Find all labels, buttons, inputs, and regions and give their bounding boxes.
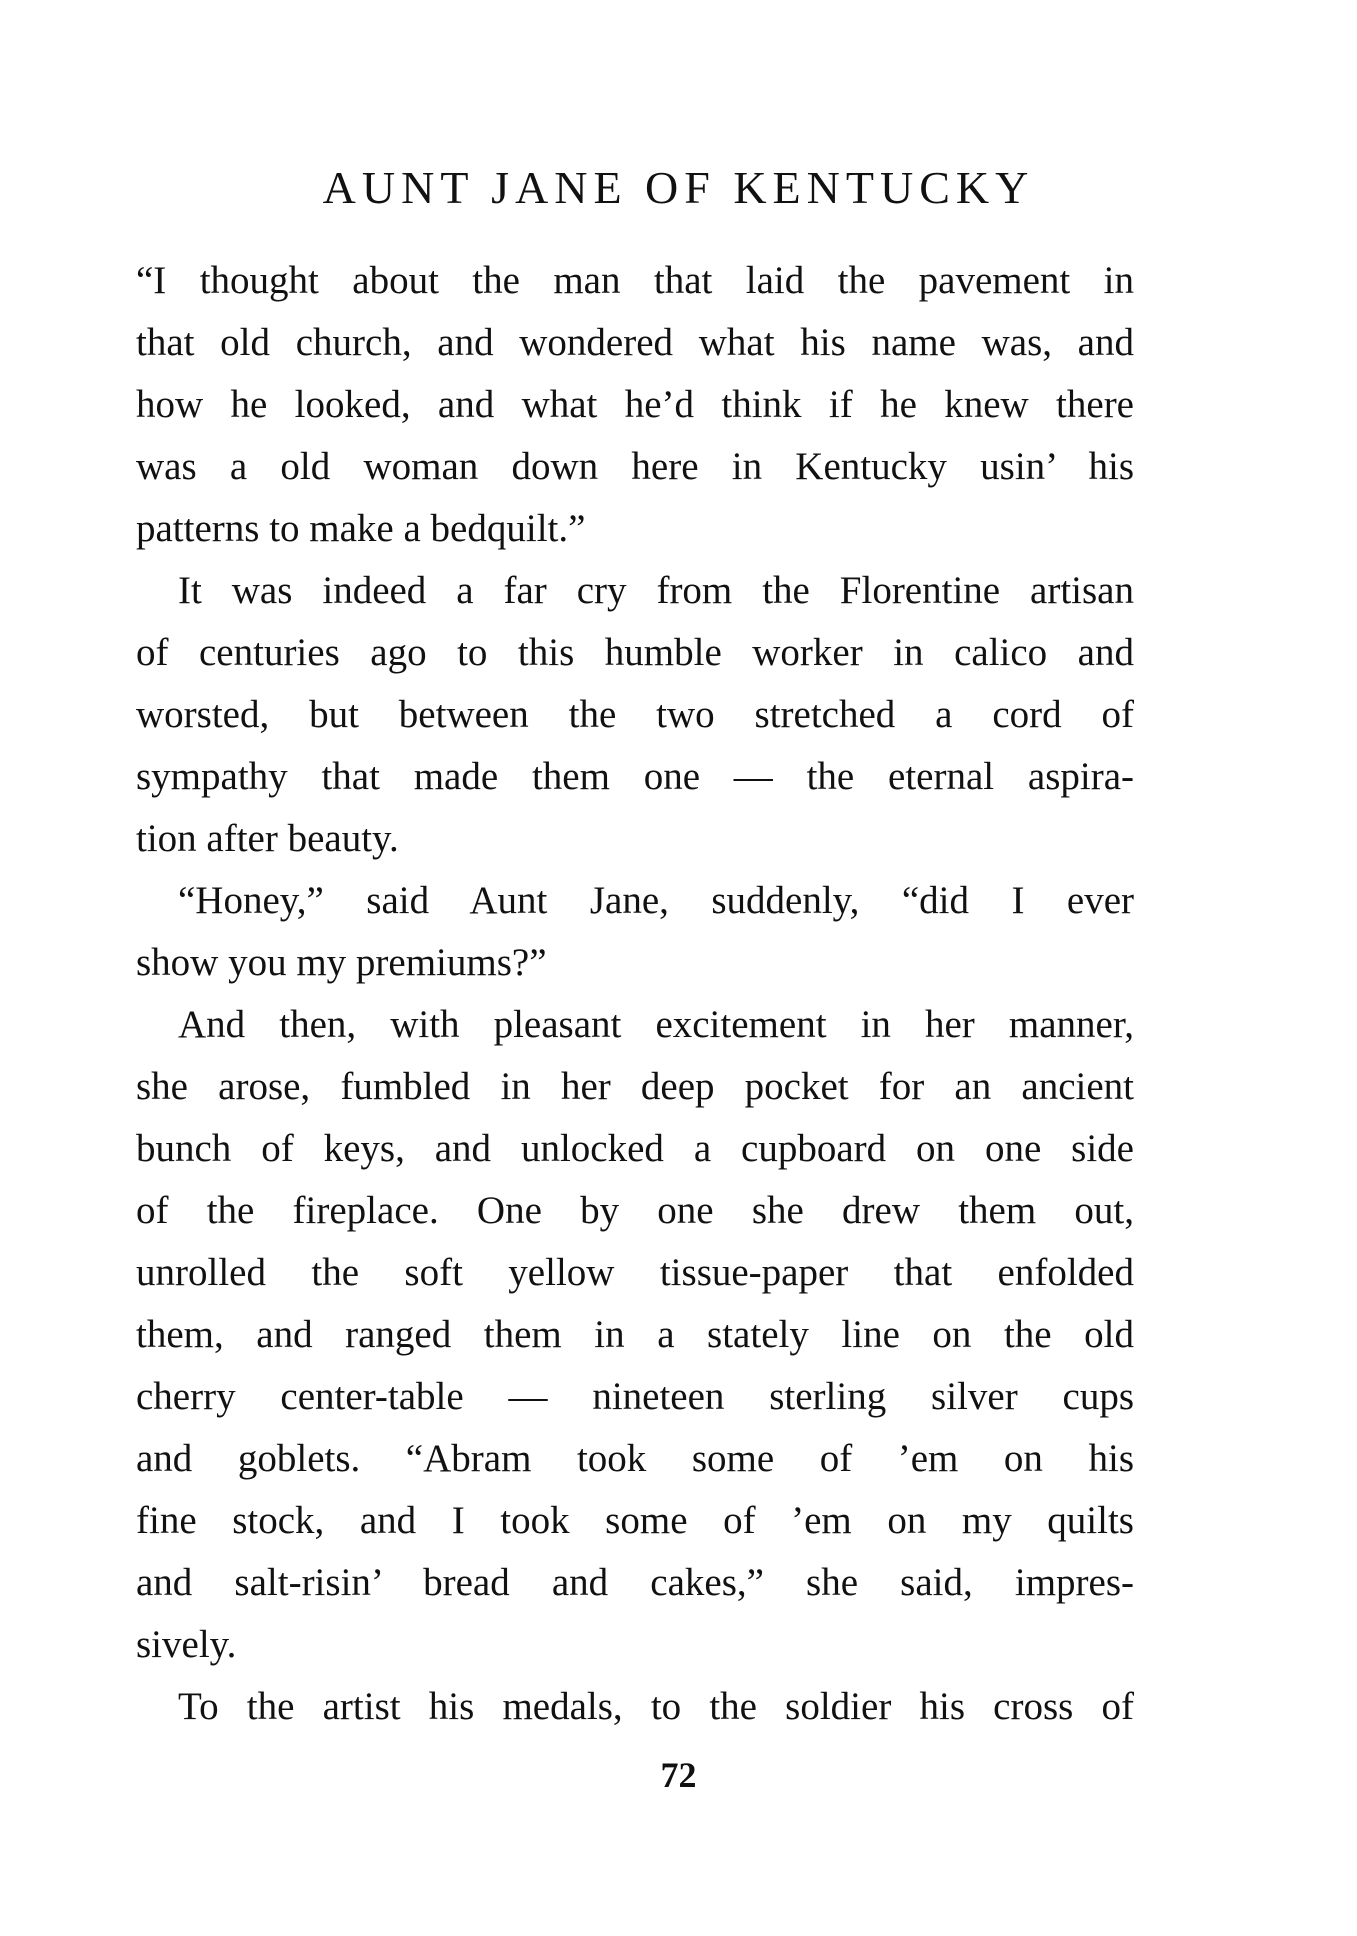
text-line: of the fireplace. One by one she drew them out,: [136, 1189, 1134, 1232]
text-line: fine stock, and I took some of ’em on my quilts: [136, 1499, 1134, 1542]
text-line: To the artist his medals, to the soldier his cross of: [178, 1685, 1134, 1728]
text-line: of centuries ago to this humble worker in calico and: [136, 631, 1134, 674]
running-head: AUNT JANE OF KENTUCKY: [322, 162, 1035, 213]
text-line: cherry center-table — nineteen sterling silver cups: [136, 1375, 1134, 1418]
text-line: And then, with pleasant excitement in her manner,: [178, 1003, 1134, 1046]
text-line: show you my premiums?”: [136, 941, 547, 984]
text-line: them, and ranged them in a stately line on the old: [136, 1313, 1134, 1356]
paragraph: [136, 250, 1134, 560]
text-line: “I thought about the man that laid the pavement in: [136, 259, 1134, 302]
text-line: she arose, fumbled in her deep pocket for an ancient: [136, 1065, 1134, 1108]
text-line: and salt-risin’ bread and cakes,” she said, impres-: [136, 1561, 1134, 1604]
body-text: [136, 250, 1134, 1738]
text-line: sively.: [136, 1623, 237, 1666]
text-line: and goblets. “Abram took some of ’em on his: [136, 1437, 1134, 1480]
paragraph: [136, 994, 1134, 1676]
text-line: It was indeed a far cry from the Florentine artisan: [178, 569, 1134, 612]
paragraph: [136, 560, 1134, 870]
page-number: 72: [660, 1755, 697, 1795]
text-line: patterns to make a bedquilt.”: [136, 507, 586, 550]
paragraph: [136, 870, 1134, 994]
text-line: unrolled the soft yellow tissue-paper that enfolded: [136, 1251, 1134, 1294]
text-line: that old church, and wondered what his name was, and: [136, 321, 1134, 364]
text-line: was a old woman down here in Kentucky usin’ his: [136, 445, 1134, 488]
text-line: tion after beauty.: [136, 817, 399, 860]
text-line: bunch of keys, and unlocked a cupboard on one side: [136, 1127, 1134, 1170]
paragraph: [136, 1676, 1134, 1738]
text-line: sympathy that made them one — the eternal aspira-: [136, 755, 1134, 798]
text-line: “Honey,” said Aunt Jane, suddenly, “did I ever: [178, 879, 1134, 922]
text-line: how he looked, and what he’d think if he knew there: [136, 383, 1134, 426]
text-line: worsted, but between the two stretched a cord of: [136, 693, 1134, 736]
